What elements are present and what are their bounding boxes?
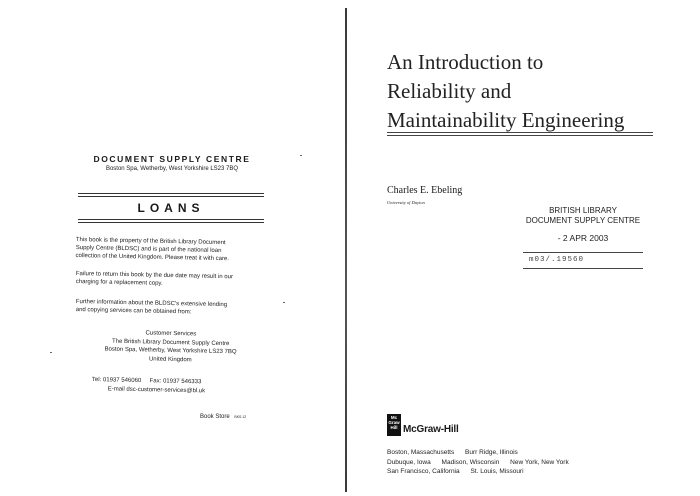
paragraph-line: This book is the property of the British Library Document <box>75 236 226 247</box>
publisher-name: McGraw-Hill <box>403 424 459 435</box>
city-line <box>387 458 687 468</box>
book-store-text: Book Store <box>200 414 230 420</box>
stamp-line-1: BRITISH LIBRARY <box>549 206 617 215</box>
scan-speck <box>300 155 302 156</box>
left-page <box>0 0 345 496</box>
book-store-label <box>200 414 246 420</box>
title-line: Maintainability Engineering <box>387 108 625 132</box>
paragraph-line: collection of the United Kingdom. Please treat it with care. <box>75 252 230 263</box>
author-name: Charles E. Ebeling <box>387 185 463 196</box>
services-info-paragraph <box>76 298 266 318</box>
stamp-line-2: DOCUMENT SUPPLY CENTRE <box>525 216 641 225</box>
city: Dubuque, Iowa <box>387 458 431 466</box>
right-page <box>347 0 700 496</box>
accession-number: m03/.19560 <box>529 256 585 264</box>
city: San Francisco, California <box>387 468 460 475</box>
loans-rule-top <box>78 193 264 194</box>
address-line: Customer Services <box>145 330 197 338</box>
contact-details <box>92 376 272 397</box>
city-line <box>387 448 687 458</box>
loans-banner <box>78 193 264 223</box>
publisher-cities <box>387 448 687 477</box>
fax: Fax: 01937 546333 <box>149 378 202 386</box>
loans-rule-bottom-2 <box>78 222 264 223</box>
email: E-mail dsc-customer-services@bl.uk <box>107 385 206 394</box>
customer-services-address <box>79 328 262 366</box>
telephone: Tel: 01937 546060 <box>91 376 142 385</box>
city: New York, New York <box>510 458 569 466</box>
title-rule <box>387 132 653 133</box>
stamp-rule <box>523 252 643 253</box>
mcgraw-hill-logo <box>387 414 401 436</box>
paragraph-line: charging for a replacement copy. <box>75 278 163 287</box>
author-affiliation: University of Dayton <box>387 200 425 205</box>
loans-rule-top-2 <box>78 196 264 197</box>
logo-line: Graw <box>388 420 400 425</box>
loans-rule-bottom <box>78 219 264 220</box>
paragraph-line: and copying services can be obtained from: <box>75 306 192 316</box>
return-warning-paragraph <box>76 270 266 290</box>
city: St. Louis, Missouri <box>470 468 524 475</box>
supply-centre-title: DOCUMENT SUPPLY CENTRE <box>93 154 251 164</box>
title-rule-2 <box>387 135 653 136</box>
supply-centre-address: Boston Spa, Wetherby, West Yorkshire LS23 7BQ <box>105 166 239 172</box>
logo-line: Mc <box>390 415 398 420</box>
paragraph-line: Supply Centre (BLDSC) and is part of the national loan <box>75 244 222 255</box>
paragraph-line: Further information about the BLDSC's extensive lending <box>75 298 228 309</box>
book-title <box>387 48 687 135</box>
stamp-rule-bottom <box>523 268 643 269</box>
title-line: Reliability and <box>387 79 512 103</box>
scan-speck <box>50 352 52 353</box>
address-line: Boston Spa, Wetherby, West Yorkshire LS23 7BQ <box>104 346 237 356</box>
library-stamp <box>519 206 647 243</box>
logo-line: Hill <box>390 425 398 430</box>
city: Burr Ridge, Illinois <box>465 449 518 456</box>
paragraph-line: Failure to return this book by the due date may result in our <box>75 270 234 281</box>
city-line <box>387 467 687 477</box>
loans-heading: LOANS <box>137 201 205 215</box>
city: Boston, Massachusetts <box>387 449 455 456</box>
address-line: The British Library Document Supply Centre <box>111 338 230 347</box>
scan-speck <box>283 302 285 303</box>
address-line: United Kingdom <box>148 355 192 363</box>
stamp-date: - 2 APR 2003 <box>557 233 609 243</box>
book-store-code: BKS.12 <box>234 415 247 419</box>
loan-notice-paragraph <box>75 236 265 264</box>
city: Madison, Wisconsin <box>441 458 500 466</box>
title-line: An Introduction to <box>387 50 544 74</box>
